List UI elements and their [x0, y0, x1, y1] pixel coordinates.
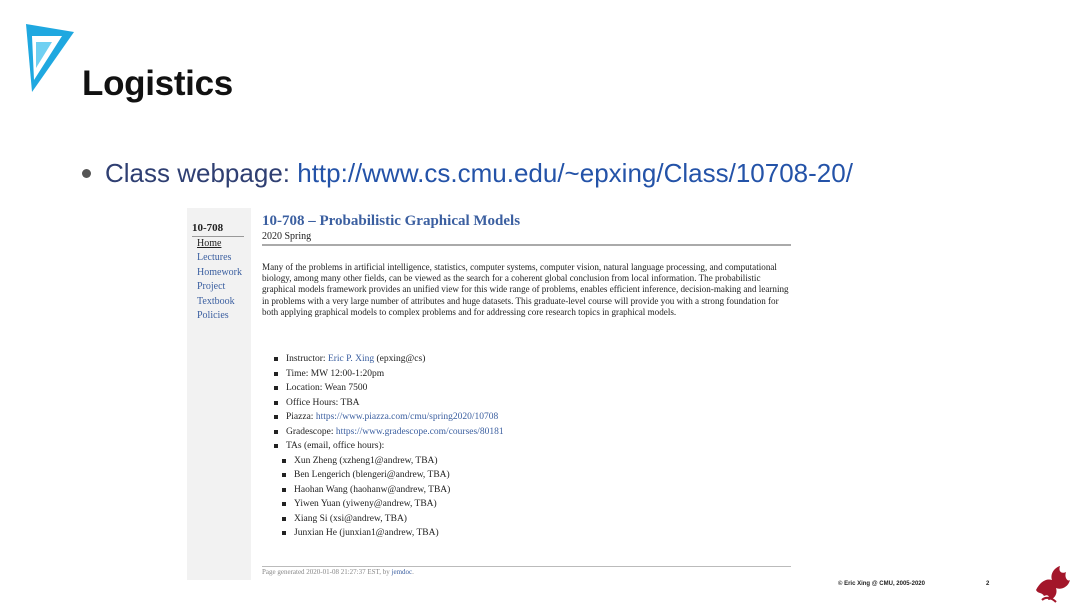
menu-item-lectures[interactable]: Lectures — [197, 252, 232, 263]
menu-item-home[interactable]: Home — [197, 238, 222, 249]
menu-item-textbook[interactable]: Textbook — [197, 296, 235, 307]
class-webpage-bullet — [82, 158, 853, 189]
bullet-label: Class webpage: — [105, 158, 298, 188]
gradescope-link[interactable]: https://www.gradescope.com/courses/80181 — [335, 426, 504, 437]
menu-divider — [192, 236, 244, 237]
slide-number: 2 — [986, 581, 990, 587]
bullet-dot-icon — [82, 169, 91, 178]
list-item-tas: TAs (email, office hours): — [269, 439, 789, 454]
instructor-label: Instructor: — [286, 354, 328, 364]
menu-item-project[interactable]: Project — [197, 281, 226, 292]
course-webpage-screenshot — [187, 208, 793, 580]
course-description: Many of the problems in artificial intelligence, statistics, computer systems, computer vision, natural language processing, and computational biology, among many other fields, can be viewed as the search for a coherent global conclusion from local information. The probabilistic graphical models framework provides an unified view for this wide range of problems, enables efficient inference, decision-making and learning in problems with a very large number of attributes and huge datasets. This graduate-level course will provide you with a strong foundation for both applying graphical models to complex problems and for addressing core research topics in graphical models. — [262, 262, 789, 317]
piazza-label: Piazza: — [286, 412, 316, 422]
ta-item: Ben Lengerich (blengeri@andrew, TBA) — [269, 468, 789, 483]
ta-item: Junxian He (junxian1@andrew, TBA) — [269, 526, 789, 541]
instructor-email: (epxing@cs) — [374, 354, 426, 364]
list-item-piazza — [269, 410, 789, 425]
list-item-instructor — [269, 352, 789, 367]
instructor-link[interactable]: Eric P. Xing — [327, 354, 375, 364]
list-item-location: Location: Wean 7500 — [269, 381, 789, 396]
ta-item: Haohan Wang (haohanw@andrew, TBA) — [269, 483, 789, 498]
gradescope-label: Gradescope: — [286, 426, 336, 437]
ta-item: Xiang Si (xsi@andrew, TBA) — [269, 512, 789, 527]
menu-item-homework[interactable]: Homework — [197, 267, 242, 278]
list-item-office-hours: Office Hours: TBA — [269, 396, 789, 411]
page-footer — [262, 568, 414, 576]
webpage-title: 10-708 – Probabilistic Graphical Models — [262, 213, 521, 229]
title-divider — [262, 244, 791, 246]
list-item-gradescope — [269, 425, 789, 440]
ta-item: Yiwen Yuan (yiweny@andrew, TBA) — [269, 497, 789, 512]
webpage-subtitle: 2020 Spring — [262, 231, 312, 242]
piazza-link[interactable]: https://www.piazza.com/cmu/spring2020/10708 — [315, 412, 499, 422]
cmu-dragon-logo-icon — [1030, 560, 1074, 604]
slide-title: Logistics — [82, 64, 233, 103]
footer-divider — [262, 566, 791, 567]
slide-logo-icon — [22, 22, 78, 94]
footer-prefix: Page generated 2020-01-08 21:27:37 EST, by — [262, 568, 392, 576]
ta-item: Xun Zheng (xzheng1@andrew, TBA) — [269, 454, 789, 469]
webpage-sidebar-menu — [187, 208, 251, 580]
copyright-notice: © Eric Xing @ CMU, 2005-2020 — [838, 581, 925, 587]
course-info-list — [269, 352, 789, 454]
list-item-time: Time: MW 12:00-1:20pm — [269, 367, 789, 382]
class-webpage-link[interactable]: http://www.cs.cmu.edu/~epxing/Class/10708-20/ — [297, 158, 853, 188]
jemdoc-link[interactable]: jemdoc — [391, 568, 413, 576]
menu-item-policies[interactable]: Policies — [197, 310, 229, 321]
menu-title: 10-708 — [192, 222, 224, 234]
footer-suffix: . — [412, 568, 414, 576]
ta-list — [269, 454, 789, 541]
